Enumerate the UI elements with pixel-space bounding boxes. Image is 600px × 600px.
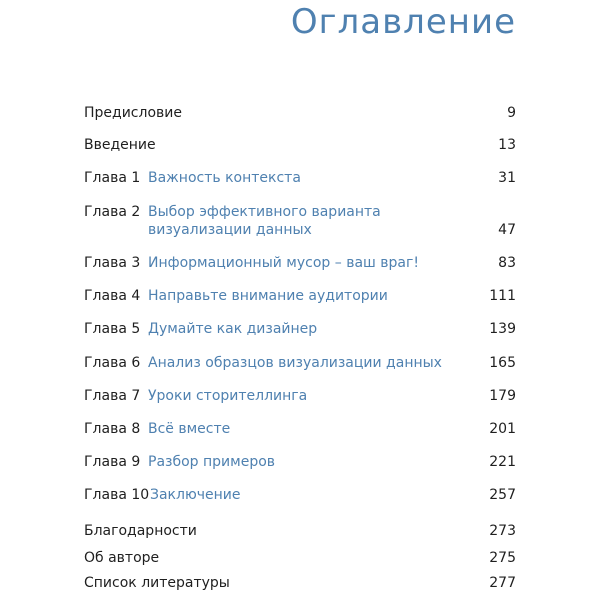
chapter-label: Глава 4 [84, 288, 141, 304]
toc-page-number: 139 [489, 321, 516, 337]
toc-page-number: 179 [489, 388, 516, 404]
toc-entry-label: Предисловие [84, 105, 182, 121]
toc-page-number: 277 [489, 575, 516, 591]
toc-page-number: 9 [507, 105, 516, 121]
chapter-label: Глава 10 [84, 487, 150, 503]
toc-page-number: 275 [489, 550, 516, 566]
toc-page-number: 165 [489, 355, 516, 371]
toc-page-number: 273 [489, 523, 516, 539]
chapter-label: Глава 6 [84, 355, 141, 371]
chapter-label: Глава 1 [84, 170, 141, 186]
toc-entry-label: Об авторе [84, 550, 160, 566]
toc-entry-label: Благодарности [84, 523, 197, 539]
chapter-title: Направьте внимание аудитории [148, 288, 388, 304]
chapter-title: Важность контекста [148, 170, 301, 186]
chapter-label: Глава 7 [84, 388, 141, 404]
toc-page-number: 111 [489, 288, 516, 304]
toc-entry-label: Введение [84, 137, 156, 153]
chapter-title: Всё вместе [148, 421, 231, 437]
chapter-label: Глава 3 [84, 255, 141, 271]
toc-entry-chapter-2[interactable] [84, 203, 516, 243]
chapter-title-continuation: визуализации данных [148, 222, 312, 238]
toc-page-number: 47 [498, 222, 516, 238]
chapter-label: Глава 8 [84, 421, 141, 437]
chapter-label: Глава 2 [84, 204, 141, 220]
toc-page-number: 31 [498, 170, 516, 186]
toc-page-number: 221 [489, 454, 516, 470]
chapter-title: Разбор примеров [148, 454, 276, 470]
chapter-title: Анализ образцов визуализации данных [148, 355, 442, 371]
chapter-title: Уроки сторителлинга [148, 388, 308, 404]
toc-entry-label: Список литературы [84, 575, 230, 591]
toc-page-number: 257 [489, 487, 516, 503]
chapter-title: Выбор эффективного варианта [148, 204, 381, 220]
chapter-label: Глава 5 [84, 321, 141, 337]
chapter-title: Думайте как дизайнер [148, 321, 318, 337]
page-title: Оглавление [290, 2, 516, 42]
chapter-label: Глава 9 [84, 454, 141, 470]
toc-page-number: 13 [498, 137, 516, 153]
chapter-title: Информационный мусор – ваш враг! [148, 255, 419, 271]
chapter-title: Заключение [150, 487, 241, 503]
toc-page-number: 201 [489, 421, 516, 437]
toc-page-number: 83 [498, 255, 516, 271]
